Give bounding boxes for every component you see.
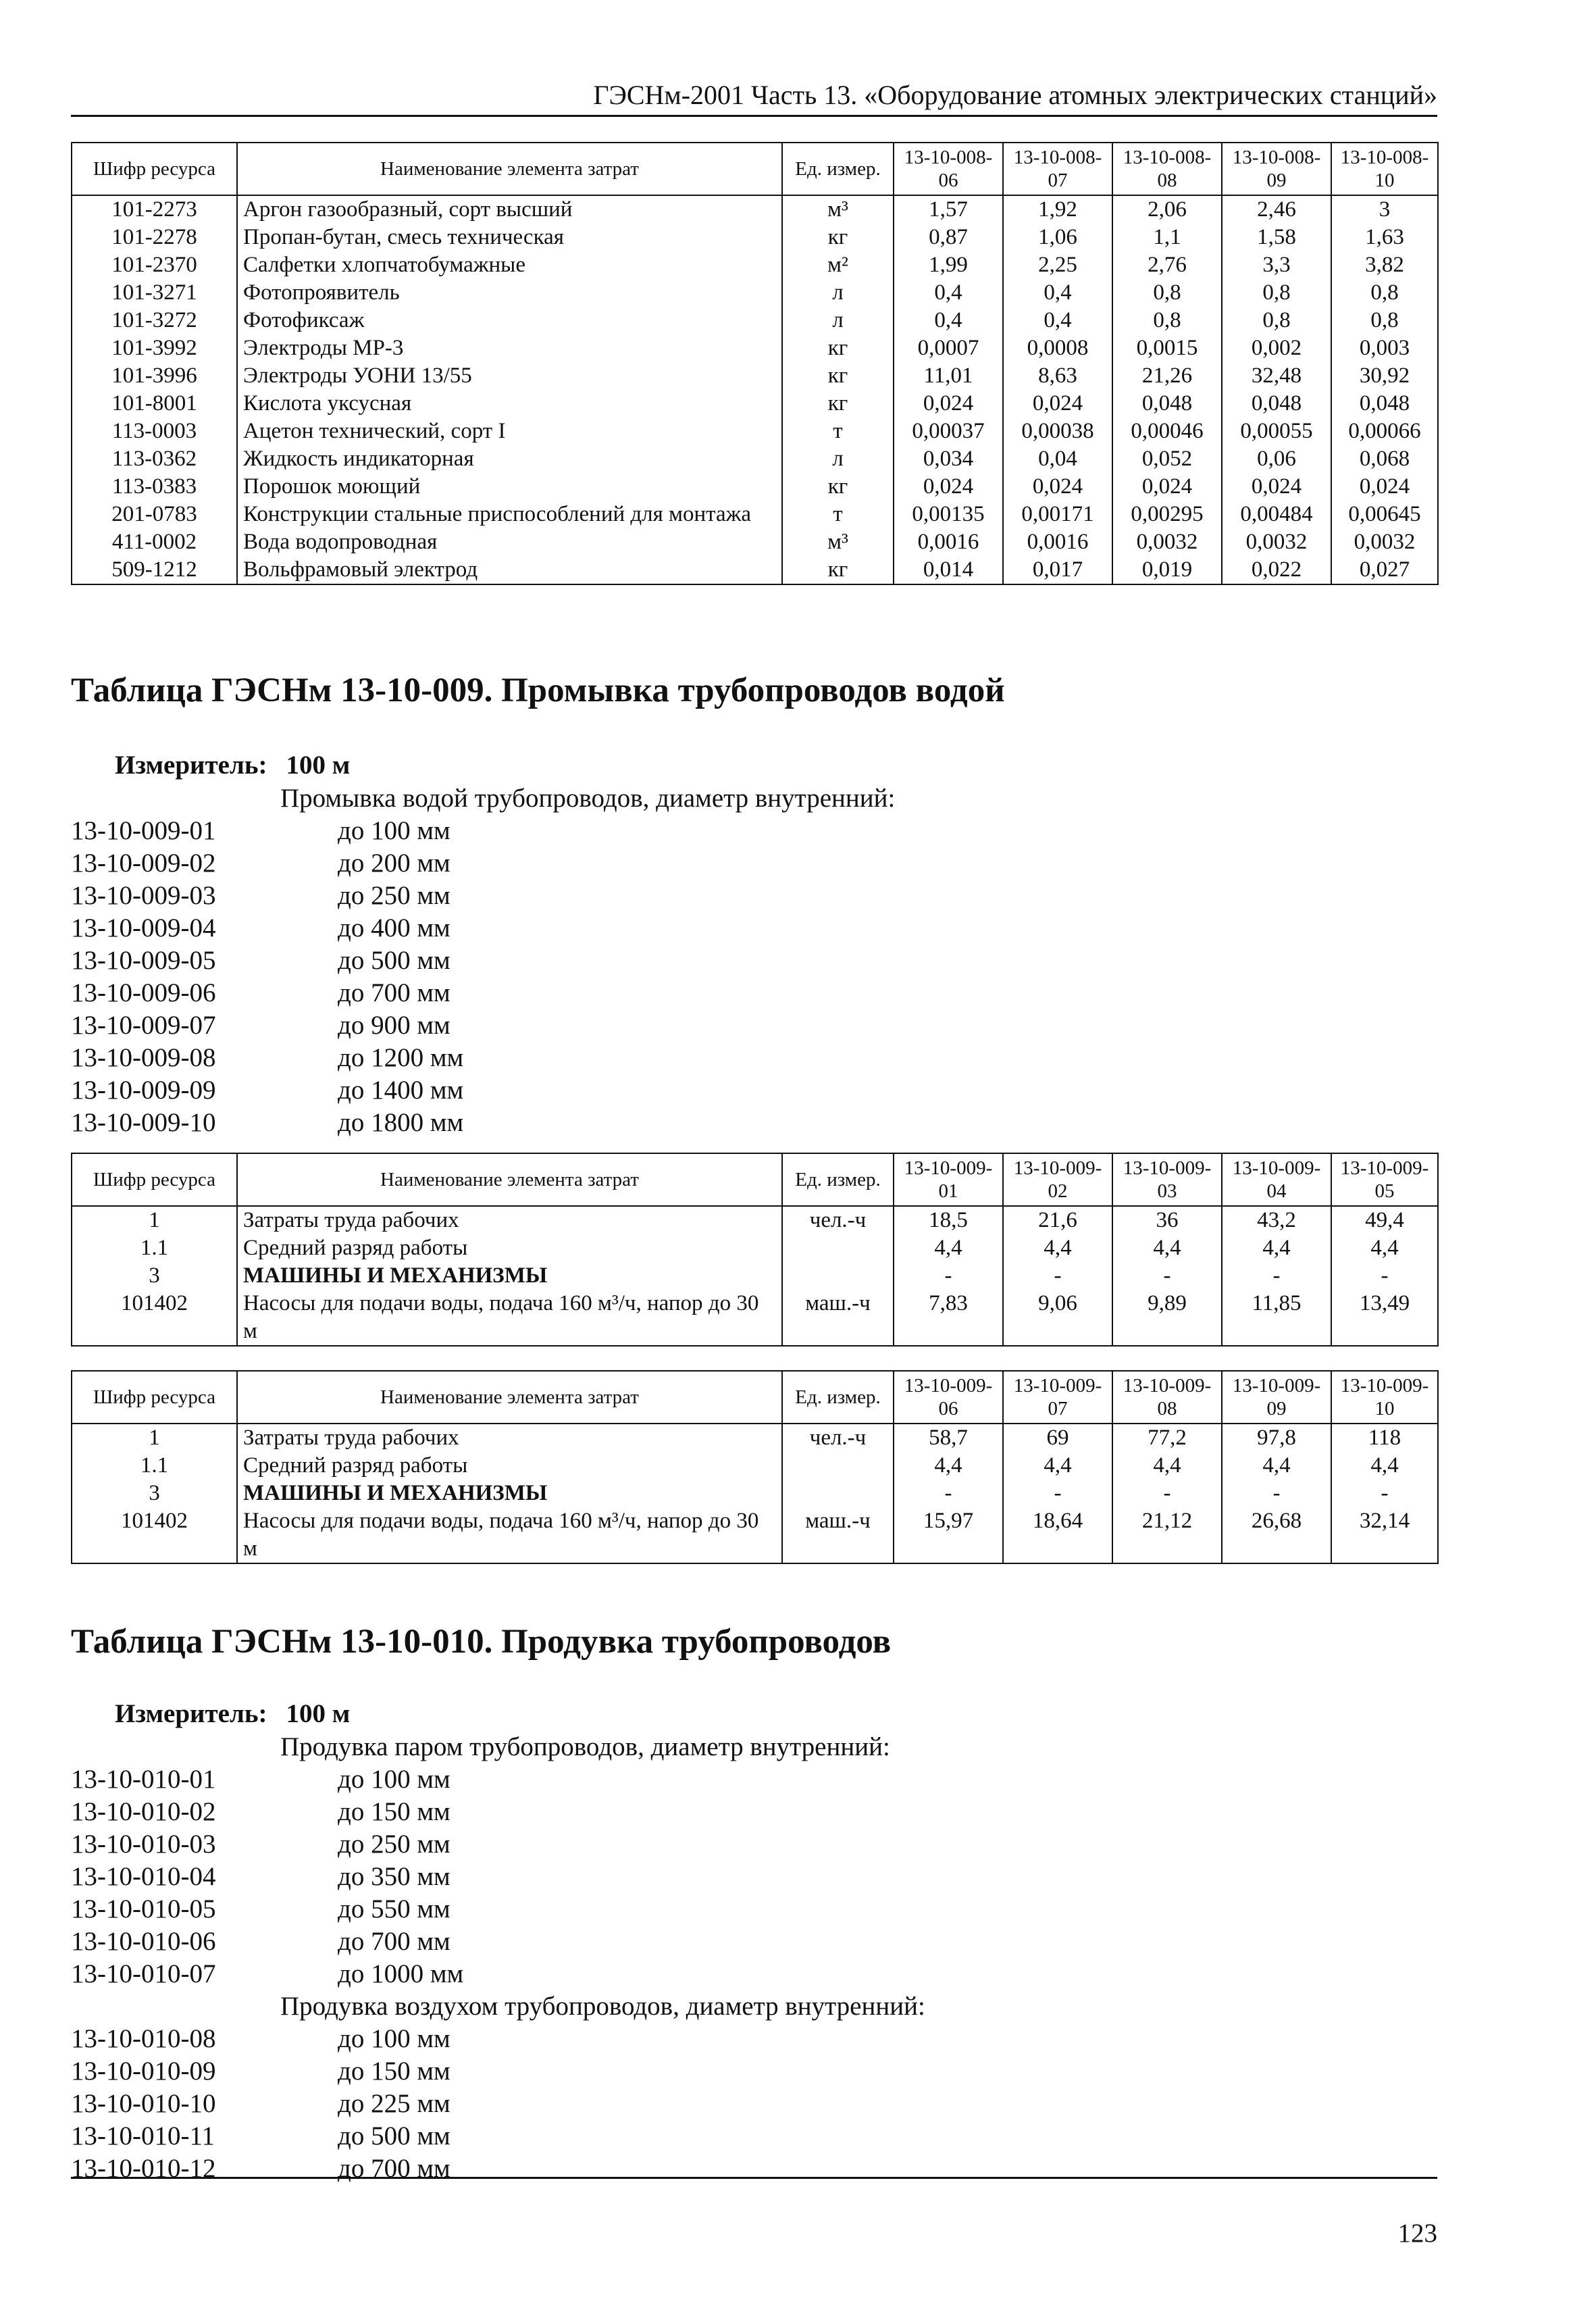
unit-cell: кг bbox=[782, 390, 894, 418]
item-code: 13-10-009-07 bbox=[71, 1011, 216, 1040]
unit-cell: л bbox=[782, 307, 894, 334]
resource-name-cell: МАШИНЫ И МЕХАНИЗМЫ bbox=[237, 1262, 782, 1290]
resource-name-cell: Вода водопроводная bbox=[237, 528, 782, 556]
value-cell: - bbox=[1112, 1480, 1222, 1507]
resource-name-cell: Вольфрамовый электрод bbox=[237, 556, 782, 584]
resource-name-cell: Электроды МР-3 bbox=[237, 334, 782, 362]
table-row bbox=[72, 445, 1438, 473]
resource-name-cell: Жидкость индикаторная bbox=[237, 445, 782, 473]
column-header: 13-10-008-10 bbox=[1331, 143, 1438, 195]
item-description: до 200 мм bbox=[338, 849, 451, 878]
value-cell: 0,014 bbox=[894, 556, 1003, 584]
item-code: 13-10-009-10 bbox=[71, 1108, 216, 1137]
table-row bbox=[72, 224, 1438, 251]
unit-cell: маш.-ч bbox=[782, 1507, 894, 1563]
unit-cell: кг bbox=[782, 334, 894, 362]
resource-name-cell: Средний разряд работы bbox=[237, 1452, 782, 1480]
table-row bbox=[72, 195, 1438, 224]
item-description: до 400 мм bbox=[338, 913, 451, 942]
column-header: 13-10-009-08 bbox=[1112, 1371, 1222, 1424]
list-heading: Промывка водой трубопроводов, диаметр внутренний: bbox=[280, 784, 896, 813]
column-header: 13-10-009-09 bbox=[1222, 1371, 1331, 1424]
value-cell: 0,00066 bbox=[1331, 418, 1438, 445]
resource-table-009-b bbox=[71, 1370, 1439, 1564]
table-row bbox=[72, 501, 1438, 528]
value-cell: 0,0032 bbox=[1331, 528, 1438, 556]
table-row bbox=[72, 1234, 1438, 1262]
item-description: до 700 мм bbox=[338, 1927, 451, 1956]
table-row bbox=[72, 1206, 1438, 1234]
resource-name-cell: МАШИНЫ И МЕХАНИЗМЫ bbox=[237, 1480, 782, 1507]
item-description: до 900 мм bbox=[338, 1011, 451, 1040]
item-description: до 150 мм bbox=[338, 2057, 451, 2086]
item-description: до 100 мм bbox=[338, 816, 451, 845]
value-cell: 1,06 bbox=[1003, 224, 1112, 251]
value-cell: 4,4 bbox=[1003, 1452, 1112, 1480]
value-cell: 0,024 bbox=[1112, 473, 1222, 501]
measure-009 bbox=[115, 750, 350, 781]
value-cell: 0,00171 bbox=[1003, 501, 1112, 528]
resource-name-cell: Затраты труда рабочих bbox=[237, 1424, 782, 1452]
measure-value: 100 м bbox=[286, 1699, 351, 1728]
value-cell: - bbox=[1222, 1262, 1331, 1290]
bottom-rule bbox=[71, 2177, 1437, 2179]
value-cell: 32,14 bbox=[1331, 1507, 1438, 1563]
value-cell: 0,8 bbox=[1331, 279, 1438, 307]
item-code: 13-10-010-01 bbox=[71, 1765, 216, 1794]
value-cell: 7,83 bbox=[894, 1290, 1003, 1346]
value-cell: 0,00055 bbox=[1222, 418, 1331, 445]
value-cell: - bbox=[1331, 1262, 1438, 1290]
value-cell: 69 bbox=[1003, 1424, 1112, 1452]
value-cell: 13,49 bbox=[1331, 1290, 1438, 1346]
value-cell: 0,00037 bbox=[894, 418, 1003, 445]
resource-name-cell: Аргон газообразный, сорт высший bbox=[237, 195, 782, 224]
value-cell: 0,052 bbox=[1112, 445, 1222, 473]
value-cell: 1,99 bbox=[894, 251, 1003, 279]
list-heading: Продувка воздухом трубопроводов, диаметр внутренний: bbox=[280, 1992, 925, 2021]
value-cell: 0,068 bbox=[1331, 445, 1438, 473]
resource-code-cell: 101-3272 bbox=[72, 307, 237, 334]
resource-name-cell: Фотопроявитель bbox=[237, 279, 782, 307]
value-cell: 0,048 bbox=[1331, 390, 1438, 418]
item-code: 13-10-010-09 bbox=[71, 2057, 216, 2086]
value-cell: 0,017 bbox=[1003, 556, 1112, 584]
column-header: Шифр ресурса bbox=[72, 1153, 237, 1206]
value-cell: 2,06 bbox=[1112, 195, 1222, 224]
value-cell: 0,0032 bbox=[1112, 528, 1222, 556]
item-code: 13-10-009-06 bbox=[71, 978, 216, 1007]
value-cell: 0,024 bbox=[1003, 390, 1112, 418]
table-row bbox=[72, 1262, 1438, 1290]
resource-code-cell: 101-2278 bbox=[72, 224, 237, 251]
column-header: 13-10-009-04 bbox=[1222, 1153, 1331, 1206]
column-header: 13-10-009-07 bbox=[1003, 1371, 1112, 1424]
table-row bbox=[72, 528, 1438, 556]
value-cell: 21,26 bbox=[1112, 362, 1222, 390]
table-row bbox=[72, 307, 1438, 334]
unit-cell: м³ bbox=[782, 528, 894, 556]
value-cell: 4,4 bbox=[1112, 1452, 1222, 1480]
value-cell: 8,63 bbox=[1003, 362, 1112, 390]
value-cell: 0,0007 bbox=[894, 334, 1003, 362]
value-cell: 0,8 bbox=[1112, 279, 1222, 307]
column-header: Шифр ресурса bbox=[72, 143, 237, 195]
resource-name-cell: Пропан-бутан, смесь техническая bbox=[237, 224, 782, 251]
item-code: 13-10-010-12 bbox=[71, 2154, 216, 2183]
item-description: до 100 мм bbox=[338, 1765, 451, 1794]
value-cell: 58,7 bbox=[894, 1424, 1003, 1452]
item-code: 13-10-010-07 bbox=[71, 1959, 216, 1988]
unit-cell: л bbox=[782, 445, 894, 473]
item-description: до 225 мм bbox=[338, 2089, 451, 2118]
value-cell: 0,024 bbox=[894, 390, 1003, 418]
column-header: Ед. измер. bbox=[782, 143, 894, 195]
item-code: 13-10-010-10 bbox=[71, 2089, 216, 2118]
page-number: 123 bbox=[1397, 2219, 1437, 2248]
item-description: до 500 мм bbox=[338, 946, 451, 975]
value-cell: 3 bbox=[1331, 195, 1438, 224]
value-cell: 36 bbox=[1112, 1206, 1222, 1234]
column-header: Шифр ресурса bbox=[72, 1371, 237, 1424]
resource-code-cell: 113-0362 bbox=[72, 445, 237, 473]
unit-cell: чел.-ч bbox=[782, 1206, 894, 1234]
value-cell: - bbox=[1112, 1262, 1222, 1290]
value-cell: 0,024 bbox=[1331, 473, 1438, 501]
value-cell: 0,024 bbox=[1222, 473, 1331, 501]
column-header: Ед. измер. bbox=[782, 1371, 894, 1424]
item-code: 13-10-009-03 bbox=[71, 881, 216, 910]
column-header: 13-10-009-06 bbox=[894, 1371, 1003, 1424]
value-cell: 0,024 bbox=[1003, 473, 1112, 501]
value-cell: 43,2 bbox=[1222, 1206, 1331, 1234]
resource-code-cell: 411-0002 bbox=[72, 528, 237, 556]
value-cell: - bbox=[1003, 1262, 1112, 1290]
table-row bbox=[72, 1480, 1438, 1507]
value-cell: 26,68 bbox=[1222, 1507, 1331, 1563]
table-title-009: Таблица ГЭСНм 13-10-009. Промывка трубопроводов водой bbox=[71, 672, 1005, 709]
value-cell: 0,0008 bbox=[1003, 334, 1112, 362]
resource-name-cell: Салфетки хлопчатобумажные bbox=[237, 251, 782, 279]
value-cell: 32,48 bbox=[1222, 362, 1331, 390]
value-cell: 0,00645 bbox=[1331, 501, 1438, 528]
value-cell: 4,4 bbox=[1003, 1234, 1112, 1262]
table-row bbox=[72, 1507, 1438, 1563]
column-header: 13-10-008-06 bbox=[894, 143, 1003, 195]
running-header: ГЭСНм-2001 Часть 13. «Оборудование атомных электрических станций» bbox=[71, 80, 1437, 117]
table-row bbox=[72, 418, 1438, 445]
item-description: до 700 мм bbox=[338, 2154, 451, 2183]
value-cell: - bbox=[1222, 1480, 1331, 1507]
value-cell: 0,024 bbox=[894, 473, 1003, 501]
resource-name-cell: Насосы для подачи воды, подача 160 м³/ч, напор до 30 м bbox=[237, 1290, 782, 1346]
measure-value: 100 м bbox=[286, 751, 351, 780]
table-row bbox=[72, 1290, 1438, 1346]
measure-label: Измеритель: bbox=[115, 751, 267, 780]
value-cell: 0,00046 bbox=[1112, 418, 1222, 445]
value-cell: 0,0015 bbox=[1112, 334, 1222, 362]
column-header: Наименование элемента затрат bbox=[237, 1371, 782, 1424]
item-description: до 250 мм bbox=[338, 881, 451, 910]
value-cell: 11,01 bbox=[894, 362, 1003, 390]
item-code: 13-10-010-04 bbox=[71, 1862, 216, 1891]
resource-code-cell: 101-3996 bbox=[72, 362, 237, 390]
value-cell: 3,3 bbox=[1222, 251, 1331, 279]
value-cell: 11,85 bbox=[1222, 1290, 1331, 1346]
table-title-010: Таблица ГЭСНм 13-10-010. Продувка трубопроводов bbox=[71, 1623, 892, 1661]
value-cell: 0,0032 bbox=[1222, 528, 1331, 556]
resource-code-cell: 101-8001 bbox=[72, 390, 237, 418]
value-cell: 0,019 bbox=[1112, 556, 1222, 584]
value-cell: 0,4 bbox=[1003, 307, 1112, 334]
measure-010 bbox=[115, 1699, 350, 1730]
unit-cell: кг bbox=[782, 362, 894, 390]
item-description: до 100 мм bbox=[338, 2024, 451, 2053]
resource-code-cell: 101-3271 bbox=[72, 279, 237, 307]
value-cell: 1,58 bbox=[1222, 224, 1331, 251]
resource-code-cell: 1 bbox=[72, 1206, 237, 1234]
value-cell: 4,4 bbox=[894, 1234, 1003, 1262]
item-code: 13-10-010-02 bbox=[71, 1797, 216, 1826]
value-cell: 0,002 bbox=[1222, 334, 1331, 362]
table-row bbox=[72, 334, 1438, 362]
value-cell: 21,12 bbox=[1112, 1507, 1222, 1563]
item-code: 13-10-009-05 bbox=[71, 946, 216, 975]
unit-cell: м² bbox=[782, 251, 894, 279]
value-cell: - bbox=[1331, 1480, 1438, 1507]
item-code: 13-10-010-06 bbox=[71, 1927, 216, 1956]
column-header: Наименование элемента затрат bbox=[237, 1153, 782, 1206]
column-header: 13-10-008-08 bbox=[1112, 143, 1222, 195]
resource-name-cell: Ацетон технический, сорт I bbox=[237, 418, 782, 445]
column-header: Ед. измер. bbox=[782, 1153, 894, 1206]
unit-cell bbox=[782, 1262, 894, 1290]
value-cell: 0,87 bbox=[894, 224, 1003, 251]
column-header: 13-10-009-10 bbox=[1331, 1371, 1438, 1424]
value-cell: 0,034 bbox=[894, 445, 1003, 473]
resource-name-cell: Электроды УОНИ 13/55 bbox=[237, 362, 782, 390]
value-cell: 1,63 bbox=[1331, 224, 1438, 251]
resource-code-cell: 3 bbox=[72, 1480, 237, 1507]
value-cell: 0,027 bbox=[1331, 556, 1438, 584]
value-cell: 77,2 bbox=[1112, 1424, 1222, 1452]
resource-code-cell: 101402 bbox=[72, 1507, 237, 1563]
value-cell: 0,8 bbox=[1222, 279, 1331, 307]
value-cell: 4,4 bbox=[1112, 1234, 1222, 1262]
resource-name-cell: Насосы для подачи воды, подача 160 м³/ч, напор до 30 м bbox=[237, 1507, 782, 1563]
column-header: 13-10-008-07 bbox=[1003, 143, 1112, 195]
value-cell: 1,1 bbox=[1112, 224, 1222, 251]
item-description: до 1400 мм bbox=[338, 1076, 464, 1105]
value-cell: 0,4 bbox=[1003, 279, 1112, 307]
resource-code-cell: 113-0383 bbox=[72, 473, 237, 501]
value-cell: 0,4 bbox=[894, 307, 1003, 334]
value-cell: 4,4 bbox=[1222, 1452, 1331, 1480]
item-code: 13-10-009-01 bbox=[71, 816, 216, 845]
column-header: 13-10-008-09 bbox=[1222, 143, 1331, 195]
value-cell: - bbox=[894, 1262, 1003, 1290]
value-cell: 0,00484 bbox=[1222, 501, 1331, 528]
unit-cell bbox=[782, 1480, 894, 1507]
value-cell: 0,00038 bbox=[1003, 418, 1112, 445]
resource-code-cell: 113-0003 bbox=[72, 418, 237, 445]
value-cell: 30,92 bbox=[1331, 362, 1438, 390]
column-header: 13-10-009-05 bbox=[1331, 1153, 1438, 1206]
value-cell: 0,048 bbox=[1112, 390, 1222, 418]
unit-cell: кг bbox=[782, 556, 894, 584]
value-cell: 4,4 bbox=[1331, 1234, 1438, 1262]
value-cell: 1,92 bbox=[1003, 195, 1112, 224]
table-row bbox=[72, 473, 1438, 501]
value-cell: 3,82 bbox=[1331, 251, 1438, 279]
value-cell: 0,8 bbox=[1331, 307, 1438, 334]
resource-code-cell: 1 bbox=[72, 1424, 237, 1452]
item-code: 13-10-010-11 bbox=[71, 2121, 215, 2150]
column-header: 13-10-009-01 bbox=[894, 1153, 1003, 1206]
unit-cell: т bbox=[782, 501, 894, 528]
value-cell: 9,89 bbox=[1112, 1290, 1222, 1346]
value-cell: - bbox=[1003, 1480, 1112, 1507]
unit-cell bbox=[782, 1452, 894, 1480]
resource-code-cell: 1.1 bbox=[72, 1452, 237, 1480]
table-header-row bbox=[72, 1371, 1438, 1424]
item-code: 13-10-009-08 bbox=[71, 1043, 216, 1072]
unit-cell: кг bbox=[782, 224, 894, 251]
value-cell: 2,25 bbox=[1003, 251, 1112, 279]
list-heading: Продувка паром трубопроводов, диаметр внутренний: bbox=[280, 1732, 890, 1761]
item-code: 13-10-009-04 bbox=[71, 913, 216, 942]
resource-code-cell: 509-1212 bbox=[72, 556, 237, 584]
item-description: до 700 мм bbox=[338, 978, 451, 1007]
value-cell: 2,76 bbox=[1112, 251, 1222, 279]
value-cell: 0,06 bbox=[1222, 445, 1331, 473]
value-cell: 4,4 bbox=[894, 1452, 1003, 1480]
measure-label: Измеритель: bbox=[115, 1699, 267, 1728]
unit-cell bbox=[782, 1234, 894, 1262]
table-row bbox=[72, 1452, 1438, 1480]
value-cell: 0,022 bbox=[1222, 556, 1331, 584]
table-row bbox=[72, 390, 1438, 418]
unit-cell: м³ bbox=[782, 195, 894, 224]
item-description: до 150 мм bbox=[338, 1797, 451, 1826]
value-cell: 0,04 bbox=[1003, 445, 1112, 473]
unit-cell: чел.-ч bbox=[782, 1424, 894, 1452]
resource-table-008 bbox=[71, 142, 1439, 585]
resource-name-cell: Средний разряд работы bbox=[237, 1234, 782, 1262]
value-cell: 0,4 bbox=[894, 279, 1003, 307]
unit-cell: кг bbox=[782, 473, 894, 501]
table-row bbox=[72, 1424, 1438, 1452]
value-cell: 15,97 bbox=[894, 1507, 1003, 1563]
value-cell: 21,6 bbox=[1003, 1206, 1112, 1234]
value-cell: 2,46 bbox=[1222, 195, 1331, 224]
column-header: 13-10-009-02 bbox=[1003, 1153, 1112, 1206]
unit-cell: маш.-ч bbox=[782, 1290, 894, 1346]
resource-code-cell: 201-0783 bbox=[72, 501, 237, 528]
item-description: до 500 мм bbox=[338, 2121, 451, 2150]
resource-code-cell: 1.1 bbox=[72, 1234, 237, 1262]
value-cell: - bbox=[894, 1480, 1003, 1507]
table-header-row bbox=[72, 143, 1438, 195]
resource-code-cell: 101-2273 bbox=[72, 195, 237, 224]
resource-name-cell: Порошок моющий bbox=[237, 473, 782, 501]
value-cell: 18,64 bbox=[1003, 1507, 1112, 1563]
value-cell: 0,8 bbox=[1112, 307, 1222, 334]
value-cell: 18,5 bbox=[894, 1206, 1003, 1234]
item-description: до 1800 мм bbox=[338, 1108, 464, 1137]
item-description: до 1200 мм bbox=[338, 1043, 464, 1072]
value-cell: 4,4 bbox=[1222, 1234, 1331, 1262]
item-code: 13-10-009-02 bbox=[71, 849, 216, 878]
resource-code-cell: 101-2370 bbox=[72, 251, 237, 279]
column-header: 13-10-009-03 bbox=[1112, 1153, 1222, 1206]
resource-name-cell: Затраты труда рабочих bbox=[237, 1206, 782, 1234]
value-cell: 4,4 bbox=[1331, 1452, 1438, 1480]
item-description: до 350 мм bbox=[338, 1862, 451, 1891]
item-code: 13-10-009-09 bbox=[71, 1076, 216, 1105]
item-description: до 550 мм bbox=[338, 1894, 451, 1923]
value-cell: 0,00295 bbox=[1112, 501, 1222, 528]
item-description: до 1000 мм bbox=[338, 1959, 464, 1988]
column-header: Наименование элемента затрат bbox=[237, 143, 782, 195]
item-description: до 250 мм bbox=[338, 1830, 451, 1859]
unit-cell: т bbox=[782, 418, 894, 445]
value-cell: 49,4 bbox=[1331, 1206, 1438, 1234]
resource-code-cell: 3 bbox=[72, 1262, 237, 1290]
resource-name-cell: Фотофиксаж bbox=[237, 307, 782, 334]
resource-name-cell: Конструкции стальные приспособлений для монтажа bbox=[237, 501, 782, 528]
table-row bbox=[72, 556, 1438, 584]
item-code: 13-10-010-08 bbox=[71, 2024, 216, 2053]
resource-name-cell: Кислота уксусная bbox=[237, 390, 782, 418]
unit-cell: л bbox=[782, 279, 894, 307]
value-cell: 1,57 bbox=[894, 195, 1003, 224]
table-header-row bbox=[72, 1153, 1438, 1206]
value-cell: 9,06 bbox=[1003, 1290, 1112, 1346]
table-row bbox=[72, 362, 1438, 390]
value-cell: 0,048 bbox=[1222, 390, 1331, 418]
item-code: 13-10-010-05 bbox=[71, 1894, 216, 1923]
table-row bbox=[72, 279, 1438, 307]
resource-code-cell: 101402 bbox=[72, 1290, 237, 1346]
value-cell: 118 bbox=[1331, 1424, 1438, 1452]
value-cell: 0,00135 bbox=[894, 501, 1003, 528]
resource-code-cell: 101-3992 bbox=[72, 334, 237, 362]
value-cell: 0,8 bbox=[1222, 307, 1331, 334]
item-code: 13-10-010-03 bbox=[71, 1830, 216, 1859]
value-cell: 0,0016 bbox=[1003, 528, 1112, 556]
resource-table-009-a bbox=[71, 1153, 1439, 1347]
value-cell: 0,003 bbox=[1331, 334, 1438, 362]
value-cell: 0,0016 bbox=[894, 528, 1003, 556]
table-row bbox=[72, 251, 1438, 279]
value-cell: 97,8 bbox=[1222, 1424, 1331, 1452]
